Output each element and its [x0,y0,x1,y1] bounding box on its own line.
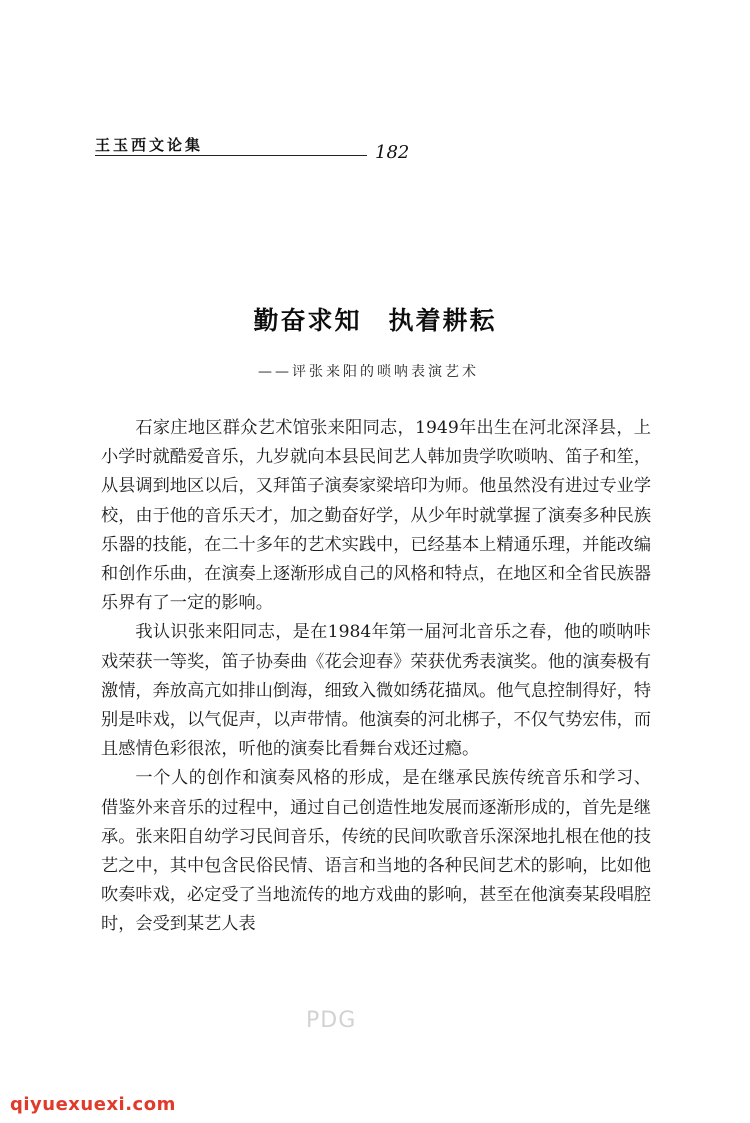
paragraph-1: 石家庄地区群众艺术馆张来阳同志，1949年出生在河北深泽县，上小学时就酷爱音乐，九岁就向本县民间艺人韩加贵学吹唢呐、笛子和笙，从县调到地区以后，又拜笛子演奏家梁培印为师。他虽然没有进过专业学校，由于他的音乐天才，加之勤奋好学，从少年时就掌握了演奏多种民族乐器的技能，在二十多年的艺术实践中，已经基本上精通乐理，并能改编和创作乐曲，在演奏上逐渐形成自己的风格和特点，在地区和全省民族器乐界有了一定的影响。 [101,418,652,614]
paragraph-2: 我认识张来阳同志，是在1984年第一届河北音乐之春，他的唢呐咔戏荣获一等奖，笛子协奏曲《花会迎春》荣获优秀表演奖。他的演奏极有激情，奔放高亢如排山倒海，细致入微如绣花描凤。他气息控制得好，特别是咔戏，以气促声，以声带情。他演奏的河北梆子，不仅气势宏伟，而且感情色彩很浓，听他的演奏比看舞台戏还过瘾。 [101,622,652,760]
article-title: 勤奋求知 执着耕耘 [253,306,497,335]
book-title: 王玉西文论集 [95,136,204,154]
article-subtitle: ——评张来阳的唢呐表演艺术 [258,364,479,380]
header-rule [95,155,367,156]
paragraph-3: 一个人的创作和演奏风格的形成，是在继承民族传统音乐和学习、借鉴外来音乐的过程中，通过自己创造性地发展而逐渐形成的，首先是继承。张来阳自幼学习民间音乐，传统的民间吹歌音乐深深地扎根在他的技艺之中，其中包含民俗民情、语言和当地的各种民间艺术的影响，比如他吹奏咔戏，必定受了当地流传的地方戏曲的影响，甚至在他演奏某段唱腔时，会受到某艺人表 [101,768,652,935]
pdg-watermark-logo: PDG [306,1008,357,1033]
running-header [95,136,425,166]
page-number: 182 [375,142,410,163]
site-watermark: qiyuexuexi.com [10,1094,176,1115]
article-body [101,414,651,940]
